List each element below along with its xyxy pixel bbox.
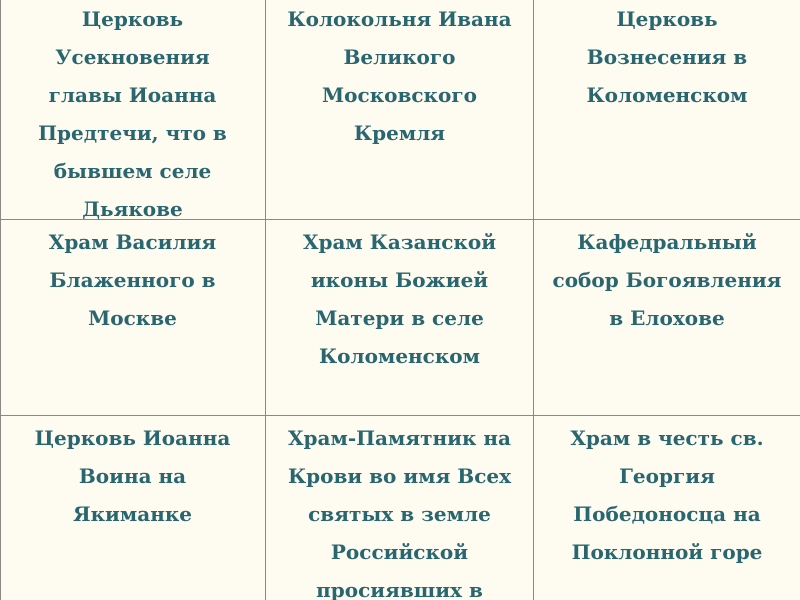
table-cell-r3-c3: Храм в честь св. Георгия Победоносца на Поклонной горе xyxy=(570,426,764,564)
table-cell-r1-c1: Церковь Усекновения главы Иоанна Предтечи, что в бывшем селе Дьякове xyxy=(0,0,266,220)
table-cell-r1-c2: Колокольня Ивана Великого Московского Кремля xyxy=(266,0,534,220)
table-cell-r3-c2: Храм-Памятник на Крови во имя Всех святых в земле Российской просиявших в xyxy=(266,416,534,600)
table-cell-r2-c3: Кафедральный собор Богоявления в Елохове xyxy=(534,220,800,416)
table-cell-r1-c3: Церковь Вознесения в Коломенском xyxy=(534,0,800,220)
table-cell-r2-c2: Храм Казанской иконы Божией Матери в селе Коломенском xyxy=(266,220,534,416)
table-cell-r3-c1: Церковь Иоанна Воина на Якиманке xyxy=(0,416,266,600)
table-cell-r2-c1: Храм Василия Блаженного в Москве xyxy=(0,220,266,416)
